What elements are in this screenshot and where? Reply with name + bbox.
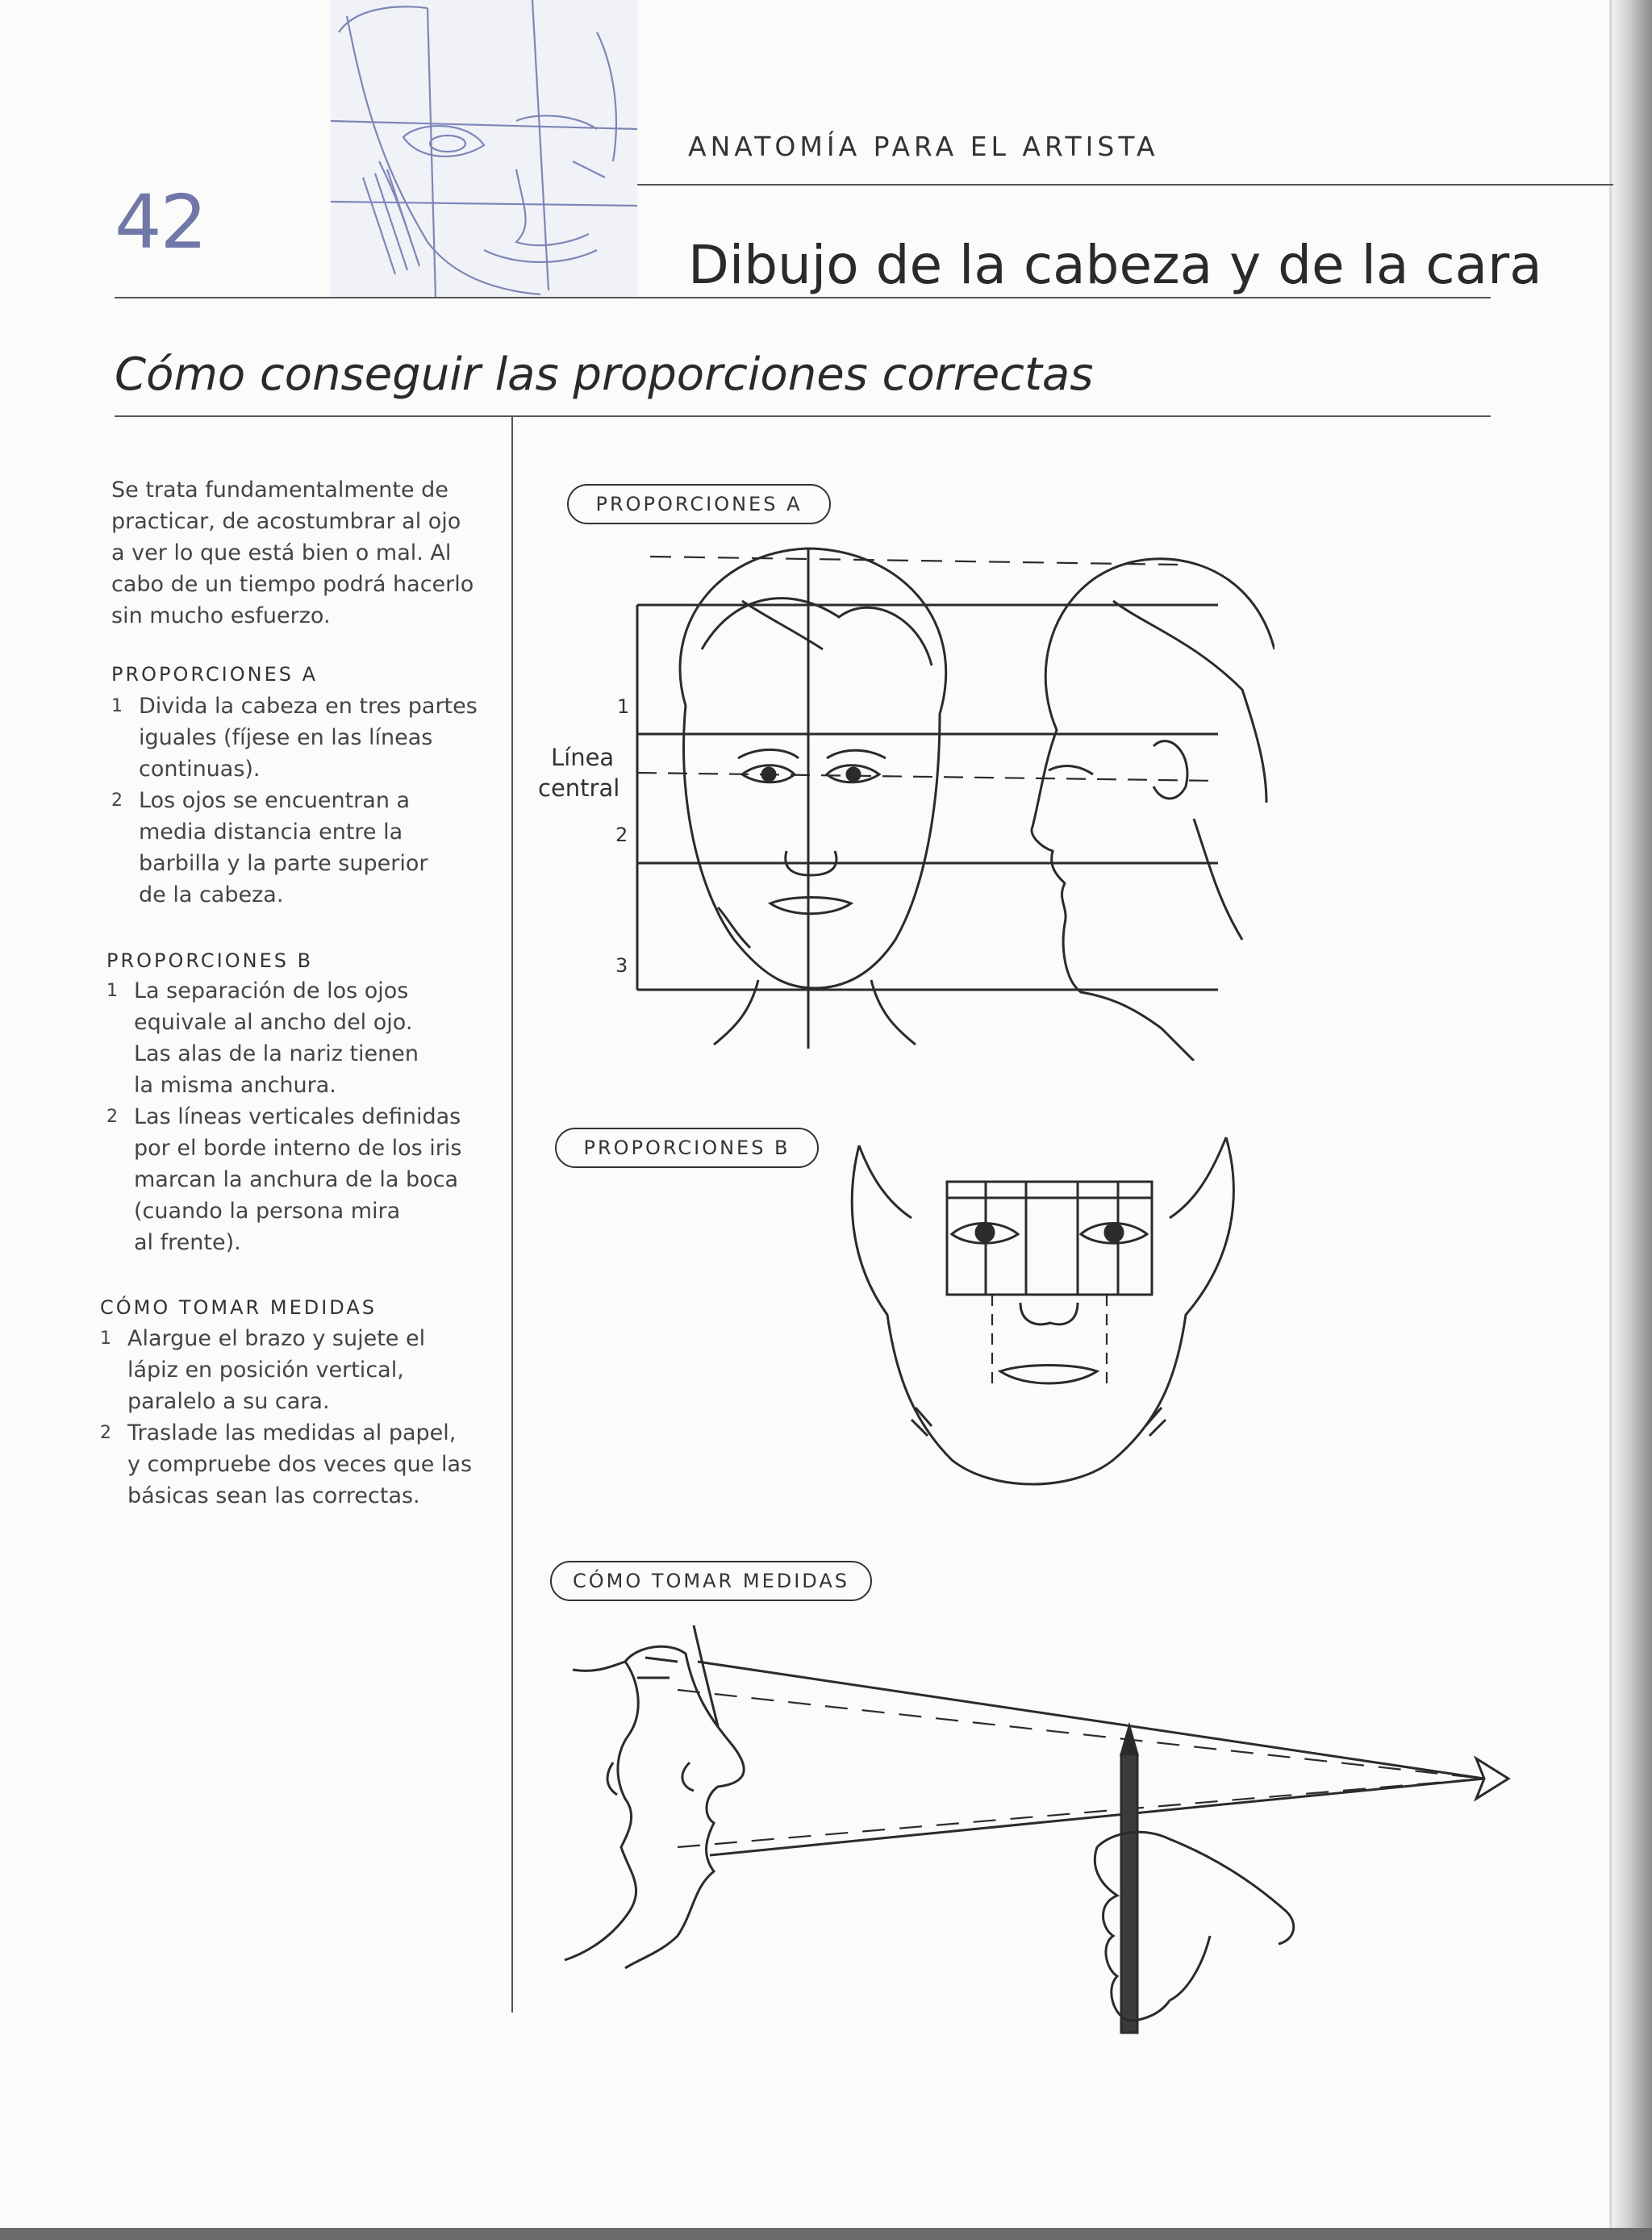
item-line: al frente). <box>134 1230 241 1255</box>
item-text <box>127 1417 472 1512</box>
linea-central-label-2: central <box>538 774 620 802</box>
item-text <box>134 975 419 1101</box>
page-subtitle: Cómo conseguir las proporciones correctas <box>115 348 1094 401</box>
scan-bottom-band <box>0 2228 1652 2240</box>
item-line: La separación de los ojos <box>134 978 409 1003</box>
item-line: continuas). <box>139 757 261 782</box>
column-divider <box>511 415 513 2013</box>
item-line: Traslade las medidas al papel, <box>127 1420 457 1445</box>
division-number-3: 3 <box>615 954 628 977</box>
item-text <box>127 1323 425 1417</box>
section-title: ANATOMÍA PARA EL ARTISTA <box>688 131 1159 162</box>
figure-proporciones-a <box>629 528 1274 1061</box>
section-rule <box>637 184 1613 186</box>
page-number: 42 <box>115 179 206 265</box>
item-line: y compruebe dos veces que las <box>127 1452 473 1477</box>
item-text <box>139 690 478 785</box>
page-title: Dibujo de la cabeza y de la cara <box>688 234 1542 296</box>
subtitle-rule <box>115 415 1491 417</box>
figure-label-como-tomar-medidas: CÓMO TOMAR MEDIDAS <box>550 1561 872 1601</box>
intro-line: practicar, de acostumbrar al ojo <box>111 509 461 534</box>
heading-proporciones-b: PROPORCIONES B <box>106 949 314 972</box>
item-line: equivale al ancho del ojo. <box>134 1010 413 1035</box>
figure-como-tomar-medidas <box>549 1613 1533 2049</box>
item-number: 2 <box>100 1423 111 1443</box>
item-text <box>139 785 428 911</box>
item-number: 2 <box>106 1107 118 1127</box>
heading-proporciones-a: PROPORCIONES A <box>111 663 319 686</box>
item-number: 1 <box>100 1329 111 1349</box>
item-line: Las líneas verticales definidas <box>134 1104 461 1129</box>
item-line: básicas sean las correctas. <box>127 1483 420 1508</box>
item-line: paralelo a su cara. <box>127 1389 330 1414</box>
linea-central-label-1: Línea <box>551 744 615 771</box>
item-number: 2 <box>111 790 123 811</box>
heading-como-tomar-medidas: CÓMO TOMAR MEDIDAS <box>100 1296 377 1319</box>
item-line: de la cabeza. <box>139 882 284 907</box>
item-text <box>134 1101 461 1258</box>
item-line: media distancia entre la <box>139 820 403 845</box>
page-edge-line <box>1609 0 1612 2240</box>
item-number: 1 <box>111 696 123 716</box>
item-line: por el borde interno de los iris <box>134 1136 462 1161</box>
item-line: iguales (fíjese en las líneas <box>139 725 433 750</box>
item-line: barbilla y la parte superior <box>139 851 428 876</box>
intro-line: Se trata fundamentalmente de <box>111 478 448 503</box>
item-line: lápiz en posición vertical, <box>127 1358 404 1383</box>
item-line: Alargue el brazo y sujete el <box>127 1326 426 1351</box>
item-line: Los ojos se encuentran a <box>139 788 411 813</box>
item-line: la misma anchura. <box>134 1073 336 1098</box>
figure-label-proporciones-a: PROPORCIONES A <box>567 484 831 524</box>
figure-label-proporciones-b: PROPORCIONES B <box>555 1128 819 1168</box>
item-line: marcan la anchura de la boca <box>134 1167 459 1192</box>
item-line: (cuando la persona mira <box>134 1199 401 1224</box>
figure-proporciones-b <box>839 1129 1258 1492</box>
division-number-1: 1 <box>617 695 630 718</box>
item-number: 1 <box>106 981 118 1001</box>
intro-paragraph <box>111 474 490 632</box>
division-number-2: 2 <box>615 824 628 846</box>
item-line: Las alas de la nariz tienen <box>134 1041 419 1066</box>
header-sketch-illustration <box>331 0 637 298</box>
intro-line: sin mucho esfuerzo. <box>111 603 331 628</box>
title-rule <box>115 297 1491 298</box>
page-binding-edge <box>1613 0 1652 2240</box>
item-line: Divida la cabeza en tres partes <box>139 694 478 719</box>
intro-line: cabo de un tiempo podrá hacerlo <box>111 572 474 597</box>
intro-line: a ver lo que está bien o mal. Al <box>111 540 452 565</box>
